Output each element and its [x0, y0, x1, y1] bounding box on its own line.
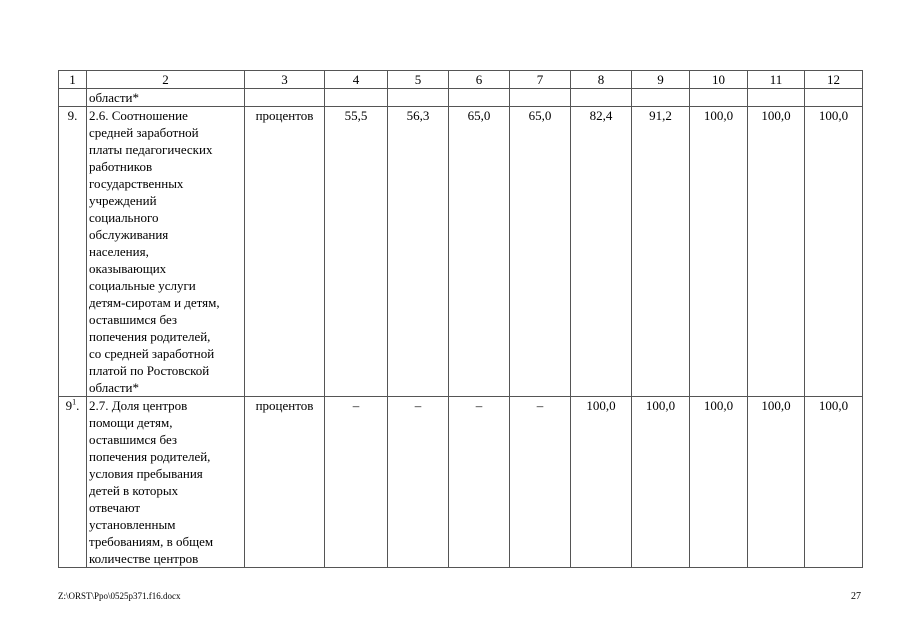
indicator-table [58, 70, 863, 568]
column-header: 1 [59, 71, 87, 89]
value-cell: 100,0 [805, 397, 863, 568]
value-cell: 55,5 [325, 107, 388, 397]
value-cell: 65,0 [510, 107, 571, 397]
column-header: 7 [510, 71, 571, 89]
column-header: 4 [325, 71, 388, 89]
value-cell: 56,3 [388, 107, 449, 397]
value-cell: 82,4 [571, 107, 632, 397]
value-cell: 65,0 [449, 107, 510, 397]
indicator-cell: 2.7. Доля центров помощи детям, оставшимся без попечения родителей, условия пребывания детей в которых отвечают установленным требованиям, в общем количестве центров [87, 397, 245, 568]
value-cell: 100,0 [632, 397, 690, 568]
value-cell: 100,0 [805, 107, 863, 397]
value-cell: – [510, 397, 571, 568]
value-cell: 100,0 [571, 397, 632, 568]
unit-cell: процентов [245, 397, 325, 568]
column-header: 3 [245, 71, 325, 89]
table-row [59, 397, 863, 568]
row-number: 9. [59, 107, 87, 397]
value-cell: 100,0 [748, 397, 805, 568]
column-header: 12 [805, 71, 863, 89]
value-cell: – [449, 397, 510, 568]
column-header: 2 [87, 71, 245, 89]
row-number: $9^1$. [59, 397, 87, 568]
page-number: 27 [851, 591, 861, 602]
column-header: 9 [632, 71, 690, 89]
column-header: 6 [449, 71, 510, 89]
column-header: 5 [388, 71, 449, 89]
value-cell: 100,0 [748, 107, 805, 397]
column-header: 8 [571, 71, 632, 89]
value-cell: – [388, 397, 449, 568]
column-number-row [59, 71, 863, 89]
continuation-row [59, 89, 863, 107]
value-cell: 100,0 [690, 107, 748, 397]
value-cell: 91,2 [632, 107, 690, 397]
indicator-cell: 2.6. Соотношение средней заработной платы педагогических работников государственных учреждений социального обслуживания населения, оказывающих социальные услуги детям-сиротам и детям, оставшимся без попечения родителей, со средней заработной платой по Ростовской области* [87, 107, 245, 397]
table-row [59, 107, 863, 397]
unit-cell: процентов [245, 107, 325, 397]
column-header: 11 [748, 71, 805, 89]
value-cell: 100,0 [690, 397, 748, 568]
value-cell: – [325, 397, 388, 568]
column-header: 10 [690, 71, 748, 89]
file-path: Z:\ORST\Ppo\0525p371.f16.docx [58, 591, 181, 601]
continuation-text: области* [87, 89, 245, 107]
